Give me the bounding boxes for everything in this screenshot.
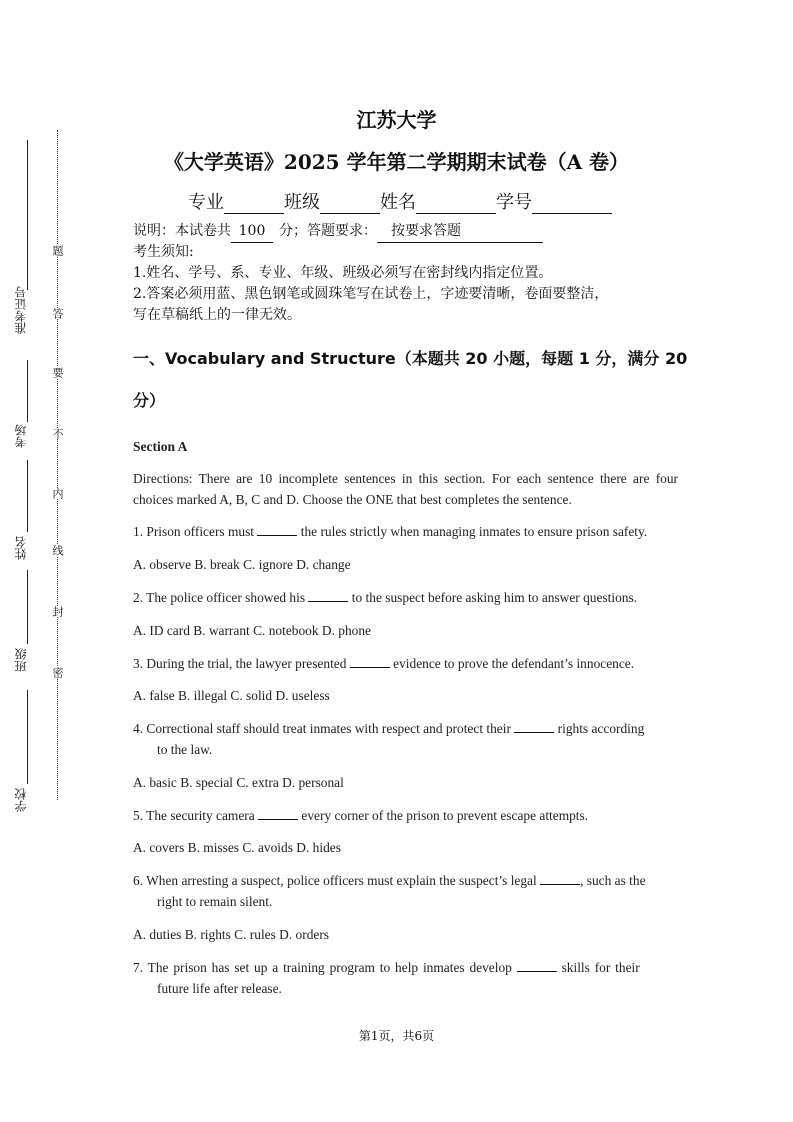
name-blank[interactable]	[416, 195, 496, 214]
class-label: 班级	[284, 192, 320, 213]
name-line	[27, 460, 28, 532]
part-heading-line-2: 分）	[133, 391, 166, 410]
part-heading-line-1: 一、Vocabulary and Structure（本题共 20 小题，每题 1 分，满分 20	[133, 349, 688, 368]
answer-blank[interactable]	[514, 720, 554, 733]
seal-char: 题	[51, 245, 64, 256]
class-label: 班级	[14, 648, 28, 672]
question-2-options: A. ID card B. warrant C. notebook D. phone	[133, 623, 371, 638]
name-label: 姓名	[380, 192, 416, 213]
seal-char: 线	[51, 545, 64, 556]
student-id-label: 学号	[496, 192, 532, 213]
university-title: 江苏大学	[356, 108, 437, 132]
question-4	[133, 718, 678, 739]
question-text: skills for their	[561, 960, 640, 975]
question-3-options: A. false B. illegal C. solid D. useless	[133, 688, 330, 703]
question-5	[133, 805, 678, 826]
seal-char: 要	[51, 367, 64, 378]
seal-char: 不	[51, 428, 64, 439]
answer-blank[interactable]	[517, 959, 557, 972]
major-blank[interactable]	[224, 195, 284, 214]
section-title: Section A	[133, 439, 188, 454]
notice-item-3: 写在草稿纸上的一律无效。	[133, 307, 301, 323]
seal-char: 密	[51, 667, 64, 678]
question-text: the rules strictly when managing inmates to ensure prison safety.	[300, 524, 648, 539]
exam-title: 《大学英语》2025 学年第二学期期末试卷（A 卷）	[163, 150, 630, 174]
notice-item-1: 1.姓名、学号、系、专业、年级、班级必须写在密封线内指定位置。	[133, 265, 553, 281]
question-4-continued: to the law.	[157, 742, 213, 757]
question-text: 1. Prison officers must	[133, 524, 255, 539]
question-text: every corner of the prison to prevent escape attempts.	[301, 808, 589, 823]
question-text: 5. The security camera	[133, 808, 255, 823]
question-text: to the suspect before asking him to answer questions.	[351, 590, 638, 605]
question-5-options: A. covers B. misses C. avoids D. hides	[133, 840, 341, 855]
question-text: 2. The police officer showed his	[133, 590, 306, 605]
class-line	[27, 570, 28, 644]
question-text: 7. The prison has set up a training program to help inmates develop	[133, 960, 512, 975]
student-info-row	[188, 188, 612, 214]
total-score: 100	[231, 221, 273, 243]
answer-blank[interactable]	[258, 807, 298, 820]
answer-requirement: 按要求答题	[377, 221, 543, 243]
question-6-options: A. duties B. rights C. rules D. orders	[133, 927, 330, 942]
question-text: 3. During the trial, the lawyer presented	[133, 656, 347, 671]
answer-blank[interactable]	[540, 872, 580, 885]
answer-blank[interactable]	[350, 655, 390, 668]
major-label: 专业	[188, 192, 224, 213]
directions-text: Directions: There are 10 incomplete sentences in this section. For each sentence there are four choices marked A, B, C and D. Choose the ONE that best completes the sentence.	[133, 471, 678, 507]
seal-line	[57, 130, 58, 800]
seal-char: 封	[51, 606, 64, 617]
question-7	[133, 957, 678, 978]
question-6-continued: right to remain silent.	[157, 894, 273, 909]
school-line	[27, 690, 28, 784]
seal-char: 内	[51, 488, 64, 499]
question-4-options: A. basic B. special C. extra D. personal	[133, 775, 344, 790]
school-label: 学校	[14, 788, 28, 812]
question-text: evidence to prove the defendant’s innocence.	[393, 656, 635, 671]
question-text: rights according	[557, 721, 645, 736]
question-text: , such as the	[580, 873, 646, 888]
page-number: 第1页，共6页	[358, 1029, 435, 1043]
exam-room-label: 考场	[14, 424, 28, 448]
student-id-blank[interactable]	[532, 195, 612, 214]
exam-description	[133, 221, 543, 243]
notice-title: 考生须知:	[133, 244, 194, 260]
question-1	[133, 521, 678, 542]
desc-mid: 分；答题要求：	[279, 223, 377, 239]
class-blank[interactable]	[320, 195, 380, 214]
student-id-label: 准考证号	[14, 286, 28, 334]
seal-char: 答	[51, 308, 64, 319]
question-1-options: A. observe B. break C. ignore D. change	[133, 557, 351, 572]
name-label: 姓名	[14, 536, 28, 560]
question-2	[133, 587, 678, 608]
notice-item-2: 2.答案必须用蓝、黑色钢笔或圆珠笔写在试卷上，字迹要清晰，卷面要整洁，	[133, 286, 609, 302]
part-heading	[133, 338, 688, 422]
answer-blank[interactable]	[308, 589, 348, 602]
question-text: 4. Correctional staff should treat inmates with respect and protect their	[133, 721, 511, 736]
desc-prefix: 说明：本试卷共	[133, 223, 231, 239]
question-text: 6. When arresting a suspect, police officers must explain the suspect’s legal	[133, 873, 537, 888]
question-3	[133, 653, 678, 674]
answer-blank[interactable]	[257, 523, 297, 536]
question-7-continued: future life after release.	[157, 981, 282, 996]
exam-room-line	[27, 360, 28, 422]
question-6	[133, 870, 678, 891]
